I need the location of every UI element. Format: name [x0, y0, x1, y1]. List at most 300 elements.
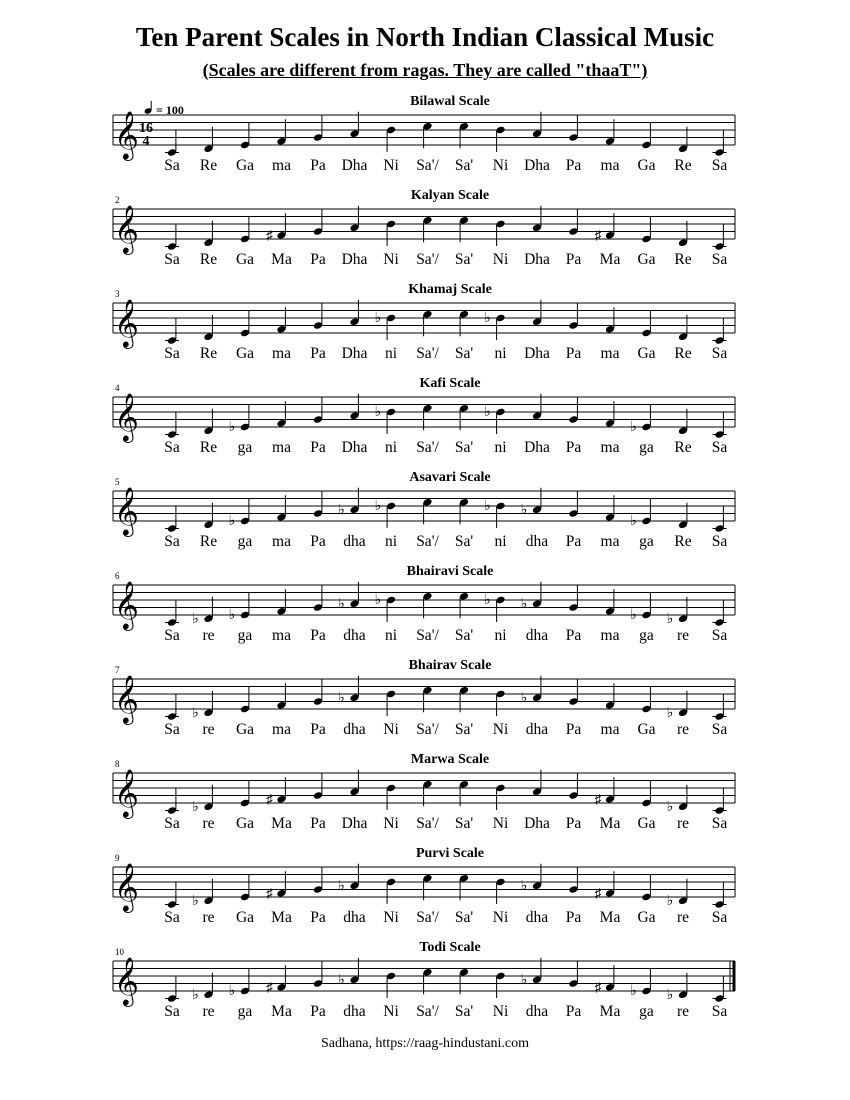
note: [276, 401, 286, 427]
flat-sign-icon: ♭: [666, 611, 674, 627]
note: [459, 404, 469, 430]
sargam-syllable: ma: [600, 721, 620, 738]
note: [240, 875, 250, 901]
sargam-syllable: Pa: [565, 909, 582, 926]
note: [595, 965, 615, 994]
staff-system-3: [113, 282, 735, 362]
note: [495, 220, 505, 246]
note: [203, 503, 213, 529]
flat-sign-icon: ♭: [192, 799, 199, 815]
sargam-syllable: Sa': [454, 815, 474, 832]
note: [713, 507, 727, 533]
note: [605, 683, 615, 709]
sargam-syllable: Pa: [565, 345, 582, 362]
flat-sign-icon: ♭: [338, 690, 345, 706]
note: [165, 601, 179, 627]
note: [386, 878, 396, 904]
note: [713, 601, 727, 627]
treble-clef-icon: 𝄞: [114, 207, 139, 253]
flat-sign-icon: ♭: [338, 502, 345, 518]
scale-name: Khamaj Scale: [408, 282, 492, 297]
note: [630, 405, 651, 435]
sargam-syllable: Pa: [310, 439, 326, 456]
flat-sign-icon: ♭: [374, 499, 382, 514]
sargam-syllable: Ga: [637, 345, 656, 362]
note: [713, 319, 727, 345]
flat-sign-icon: ♭: [374, 405, 382, 420]
sargam-syllable: ga: [639, 1003, 654, 1020]
flat-sign-icon: ♭: [484, 311, 491, 326]
sargam-syllable: ni: [384, 627, 398, 644]
note: [495, 126, 505, 152]
note: [568, 210, 578, 236]
system-number: 10: [115, 947, 124, 957]
sargam-syllable: dha: [343, 721, 366, 738]
sargam-syllable: ni: [384, 533, 398, 550]
staff-system-5: [113, 470, 735, 550]
sargam-syllable: Re: [674, 157, 692, 174]
sargam-syllable: Sa': [454, 627, 474, 644]
sharp-sign-icon: ♯: [594, 885, 602, 901]
sargam-syllable: Re: [674, 251, 692, 268]
sargam-syllable: Sa': [454, 251, 474, 268]
note: [568, 304, 578, 330]
flat-sign-icon: ♭: [338, 878, 345, 894]
sargam-syllable: Sa: [711, 815, 728, 832]
note: [630, 593, 651, 623]
sargam-syllable: Ga: [235, 345, 255, 362]
flat-sign-icon: ♭: [520, 972, 528, 988]
treble-clef-icon: 𝄞: [114, 865, 139, 911]
sargam-syllable: Re: [199, 439, 218, 456]
note: [313, 868, 323, 894]
sargam-syllable: ma: [272, 533, 291, 550]
note: [459, 780, 469, 806]
sargam-syllable: re: [676, 1003, 690, 1020]
sargam-syllable: Ni: [383, 251, 399, 268]
note: [595, 871, 615, 900]
sargam-syllable: Pa: [565, 627, 582, 644]
note: [266, 965, 286, 994]
note: [568, 398, 578, 424]
sargam-syllable: Dha: [341, 251, 368, 268]
sargam-syllable: re: [202, 909, 215, 926]
note: [532, 300, 542, 326]
flat-sign-icon: ♭: [192, 893, 199, 909]
staff-system-6: [113, 564, 735, 644]
sargam-syllable: Ga: [637, 251, 656, 268]
note: [240, 781, 250, 807]
note: [422, 968, 432, 994]
sargam-syllable: dha: [343, 533, 366, 550]
flat-sign-icon: ♭: [520, 878, 528, 894]
sargam-syllable: ga: [639, 439, 654, 456]
note: [641, 217, 651, 243]
note: [459, 592, 469, 618]
note: [667, 597, 688, 627]
sharp-sign-icon: ♯: [594, 227, 602, 243]
note: [422, 498, 432, 524]
note: [386, 126, 396, 152]
note: [568, 492, 578, 518]
sargam-syllable: Sa: [711, 533, 728, 550]
sargam-syllable: ma: [600, 439, 620, 456]
note: [229, 499, 250, 529]
note: [713, 695, 727, 721]
sargam-syllable: Dha: [341, 815, 368, 832]
note: [165, 413, 179, 439]
note: [459, 874, 469, 900]
sargam-syllable: Sa: [164, 1003, 180, 1020]
note: [605, 589, 615, 615]
flat-sign-icon: ♭: [228, 608, 236, 623]
sargam-syllable: Sa': [454, 157, 474, 174]
note: [422, 216, 432, 242]
sargam-syllable: Sa'/: [416, 721, 439, 738]
sargam-syllable: ma: [272, 345, 291, 362]
staff-system-1: [113, 94, 735, 174]
staff-system-8: [113, 752, 735, 832]
sargam-syllable: Dha: [341, 157, 368, 174]
sargam-syllable: Pa: [310, 909, 326, 926]
flat-sign-icon: ♭: [338, 596, 345, 612]
note: [240, 311, 250, 337]
sargam-syllable: Sa': [454, 533, 474, 550]
sargam-syllable: ni: [384, 439, 398, 456]
sargam-syllable: Ga: [637, 157, 656, 174]
page-subtitle: (Scales are different from ragas. They are called "thaaT"): [202, 60, 648, 80]
treble-clef-icon: 𝄞: [114, 395, 139, 441]
flat-sign-icon: ♭: [228, 984, 236, 999]
note: [192, 879, 213, 909]
sargam-syllable: ni: [494, 439, 507, 456]
sargam-syllable: ga: [639, 627, 654, 644]
note: [422, 592, 432, 618]
sargam-syllable: Ma: [271, 1003, 292, 1020]
sargam-syllable: ma: [272, 627, 291, 644]
treble-clef-icon: 𝄞: [114, 771, 139, 817]
sargam-syllable: Ga: [637, 909, 656, 926]
sargam-syllable: re: [202, 627, 215, 644]
sargam-syllable: Ma: [271, 251, 292, 268]
note: [192, 597, 213, 627]
note: [386, 690, 396, 716]
note: [266, 213, 286, 242]
sargam-syllable: Dha: [524, 157, 550, 174]
note: [595, 213, 615, 242]
treble-clef-icon: 𝄞: [114, 489, 139, 535]
sargam-syllable: Ma: [271, 909, 292, 926]
sargam-syllable: re: [676, 909, 690, 926]
note: [595, 777, 615, 806]
sargam-syllable: ga: [639, 533, 654, 550]
note: [605, 495, 615, 521]
note: [165, 789, 179, 815]
note: [349, 770, 359, 796]
note: [630, 969, 651, 999]
sargam-syllable: Dha: [524, 251, 550, 268]
sargam-syllable: ni: [384, 345, 398, 362]
sargam-syllable: Ga: [235, 721, 255, 738]
sargam-syllable: Sa: [711, 627, 728, 644]
sargam-syllable: ga: [237, 1003, 253, 1020]
tempo-value: = 100: [156, 103, 184, 117]
scale-name: Todi Scale: [419, 940, 481, 955]
sharp-sign-icon: ♯: [266, 979, 273, 995]
note: [386, 972, 396, 998]
sargam-syllable: Sa'/: [416, 345, 439, 362]
time-signature-bottom: 4: [142, 134, 150, 149]
note: [605, 307, 615, 333]
note: [678, 127, 688, 153]
system-number: 6: [115, 571, 120, 581]
sargam-syllable: re: [676, 627, 690, 644]
note: [422, 122, 432, 148]
note: [165, 695, 179, 721]
flat-sign-icon: ♭: [666, 987, 674, 1003]
scale-name: Bhairav Scale: [408, 658, 492, 673]
sargam-syllable: Pa: [565, 439, 582, 456]
staff-system-2: [113, 188, 735, 268]
note: [165, 319, 179, 345]
sargam-syllable: Pa: [565, 533, 582, 550]
note: [532, 394, 542, 420]
sargam-syllable: Sa: [164, 251, 180, 268]
system-number: 7: [115, 665, 120, 675]
flat-sign-icon: ♭: [228, 420, 236, 435]
note: [713, 883, 727, 909]
note: [203, 221, 213, 247]
sargam-syllable: Re: [674, 439, 692, 456]
sargam-syllable: dha: [525, 533, 549, 550]
note: [713, 413, 727, 439]
scale-name: Bhairavi Scale: [406, 564, 494, 579]
system-number: 9: [115, 853, 120, 863]
flat-sign-icon: ♭: [484, 499, 491, 514]
sargam-syllable: Re: [199, 533, 218, 550]
sargam-syllable: Dha: [524, 815, 550, 832]
sargam-syllable: Sa: [711, 251, 728, 268]
sharp-sign-icon: ♯: [266, 227, 273, 243]
sargam-syllable: ma: [600, 345, 620, 362]
note: [641, 875, 651, 901]
note: [313, 586, 323, 612]
sharp-sign-icon: ♯: [594, 791, 602, 807]
sargam-syllable: Sa: [711, 345, 728, 362]
sargam-syllable: Sa'/: [416, 157, 439, 174]
note: [240, 687, 250, 713]
note: [203, 315, 213, 341]
treble-clef-icon: 𝄞: [114, 113, 139, 159]
note: [568, 962, 578, 988]
note: [641, 687, 651, 713]
note: [422, 310, 432, 336]
note: [240, 217, 250, 243]
note: [713, 225, 727, 251]
flat-sign-icon: ♭: [666, 893, 674, 909]
note: [349, 394, 359, 420]
sargam-syllable: Ma: [599, 909, 621, 926]
note: [713, 131, 727, 157]
note: [459, 498, 469, 524]
sargam-syllable: Pa: [310, 627, 326, 644]
note: [386, 784, 396, 810]
note: [313, 774, 323, 800]
note: [165, 883, 179, 909]
flat-sign-icon: ♭: [228, 514, 236, 529]
sargam-syllable: ma: [600, 157, 620, 174]
scale-name: Bilawal Scale: [410, 94, 490, 109]
sargam-syllable: Sa: [164, 815, 180, 832]
sargam-syllable: dha: [525, 909, 549, 926]
scale-name: Kafi Scale: [419, 376, 481, 391]
note: [203, 127, 213, 153]
flat-sign-icon: ♭: [192, 987, 199, 1003]
note: [532, 770, 542, 796]
flat-sign-icon: ♭: [338, 972, 345, 988]
note: [678, 409, 688, 435]
sargam-syllable: Re: [199, 157, 218, 174]
sargam-syllable: Pa: [565, 157, 582, 174]
sargam-syllable: Sa'/: [416, 533, 439, 550]
sargam-syllable: Ni: [492, 721, 509, 738]
system-number: 5: [115, 477, 120, 487]
time-signature-top: 16: [139, 121, 153, 136]
sargam-syllable: dha: [525, 721, 549, 738]
sargam-syllable: re: [202, 721, 215, 738]
sargam-syllable: Sa: [164, 533, 180, 550]
sargam-syllable: Sa: [164, 439, 180, 456]
note: [276, 683, 286, 709]
note: [630, 499, 651, 529]
note: [568, 774, 578, 800]
sargam-syllable: Sa: [711, 721, 728, 738]
sargam-syllable: ni: [494, 345, 507, 362]
note: [266, 777, 286, 806]
note: [192, 973, 213, 1003]
sargam-syllable: dha: [525, 627, 549, 644]
sargam-syllable: Pa: [310, 533, 326, 550]
sargam-syllable: Sa': [454, 1003, 474, 1020]
sargam-syllable: Pa: [310, 251, 326, 268]
sargam-syllable: Pa: [310, 1003, 326, 1020]
note: [192, 785, 213, 815]
sargam-syllable: Pa: [310, 721, 326, 738]
sargam-syllable: Ni: [383, 909, 399, 926]
note: [641, 781, 651, 807]
sargam-syllable: Pa: [565, 721, 582, 738]
sharp-sign-icon: ♯: [266, 885, 273, 901]
note: [229, 405, 250, 435]
flat-sign-icon: ♭: [630, 420, 637, 435]
note: [386, 220, 396, 246]
sargam-syllable: Ni: [492, 1003, 509, 1020]
sargam-syllable: ma: [600, 627, 620, 644]
sargam-syllable: Sa'/: [416, 627, 439, 644]
flat-sign-icon: ♭: [630, 514, 637, 529]
sargam-syllable: Sa: [711, 1003, 728, 1020]
note: [313, 492, 323, 518]
sargam-syllable: Ma: [599, 815, 621, 832]
note: [459, 686, 469, 712]
note: [605, 119, 615, 145]
note: [313, 116, 323, 142]
note: [667, 879, 688, 909]
sharp-sign-icon: ♯: [594, 979, 602, 995]
sargam-syllable: re: [676, 815, 690, 832]
note: [349, 112, 359, 138]
sargam-syllable: ni: [494, 627, 507, 644]
note: [459, 216, 469, 242]
note: [605, 401, 615, 427]
system-number: 8: [115, 759, 120, 769]
sargam-syllable: Sa'/: [416, 251, 439, 268]
note: [203, 409, 213, 435]
treble-clef-icon: 𝄞: [114, 301, 139, 347]
note: [568, 586, 578, 612]
sargam-syllable: Ni: [492, 157, 509, 174]
flat-sign-icon: ♭: [630, 608, 637, 623]
sargam-syllable: Sa: [711, 909, 728, 926]
sargam-syllable: Re: [199, 345, 218, 362]
sargam-syllable: re: [202, 815, 215, 832]
note: [495, 878, 505, 904]
treble-clef-icon: 𝄞: [114, 583, 139, 629]
staff-system-4: [113, 376, 735, 456]
sargam-syllable: ni: [494, 533, 507, 550]
sargam-syllable: Sa': [454, 721, 474, 738]
sargam-syllable: Pa: [565, 815, 582, 832]
sargam-syllable: Sa': [454, 439, 474, 456]
note: [266, 871, 286, 900]
sargam-syllable: ma: [600, 533, 620, 550]
flat-sign-icon: ♭: [484, 593, 491, 608]
sargam-syllable: Ma: [599, 1003, 621, 1020]
sargam-syllable: Sa: [164, 909, 180, 926]
sargam-syllable: ma: [272, 439, 291, 456]
sargam-syllable: ga: [237, 627, 253, 644]
note: [459, 968, 469, 994]
sargam-syllable: ma: [272, 157, 291, 174]
scale-name: Asavari Scale: [409, 470, 491, 485]
sargam-syllable: Ga: [637, 721, 656, 738]
note: [667, 691, 688, 721]
sargam-syllable: dha: [343, 627, 366, 644]
flat-sign-icon: ♭: [666, 705, 674, 721]
scale-name: Purvi Scale: [415, 846, 485, 861]
note: [229, 593, 250, 623]
sargam-syllable: ga: [237, 533, 253, 550]
treble-clef-icon: 𝄞: [114, 677, 139, 723]
note: [678, 503, 688, 529]
sargam-syllable: Re: [674, 533, 692, 550]
page-footer: Sadhana, https://raag-hindustani.com: [320, 1036, 529, 1051]
sargam-syllable: Sa'/: [416, 439, 439, 456]
sargam-syllable: Ma: [271, 815, 292, 832]
note: [713, 977, 727, 1003]
sargam-syllable: Ni: [383, 815, 399, 832]
note: [276, 495, 286, 521]
sargam-syllable: Sa: [164, 345, 180, 362]
flat-sign-icon: ♭: [374, 311, 382, 326]
sargam-syllable: Pa: [310, 157, 326, 174]
staff-system-10: [113, 940, 735, 1020]
note: [713, 789, 727, 815]
note: [165, 131, 179, 157]
note: [532, 206, 542, 232]
note: [422, 780, 432, 806]
sargam-syllable: Ma: [599, 251, 621, 268]
